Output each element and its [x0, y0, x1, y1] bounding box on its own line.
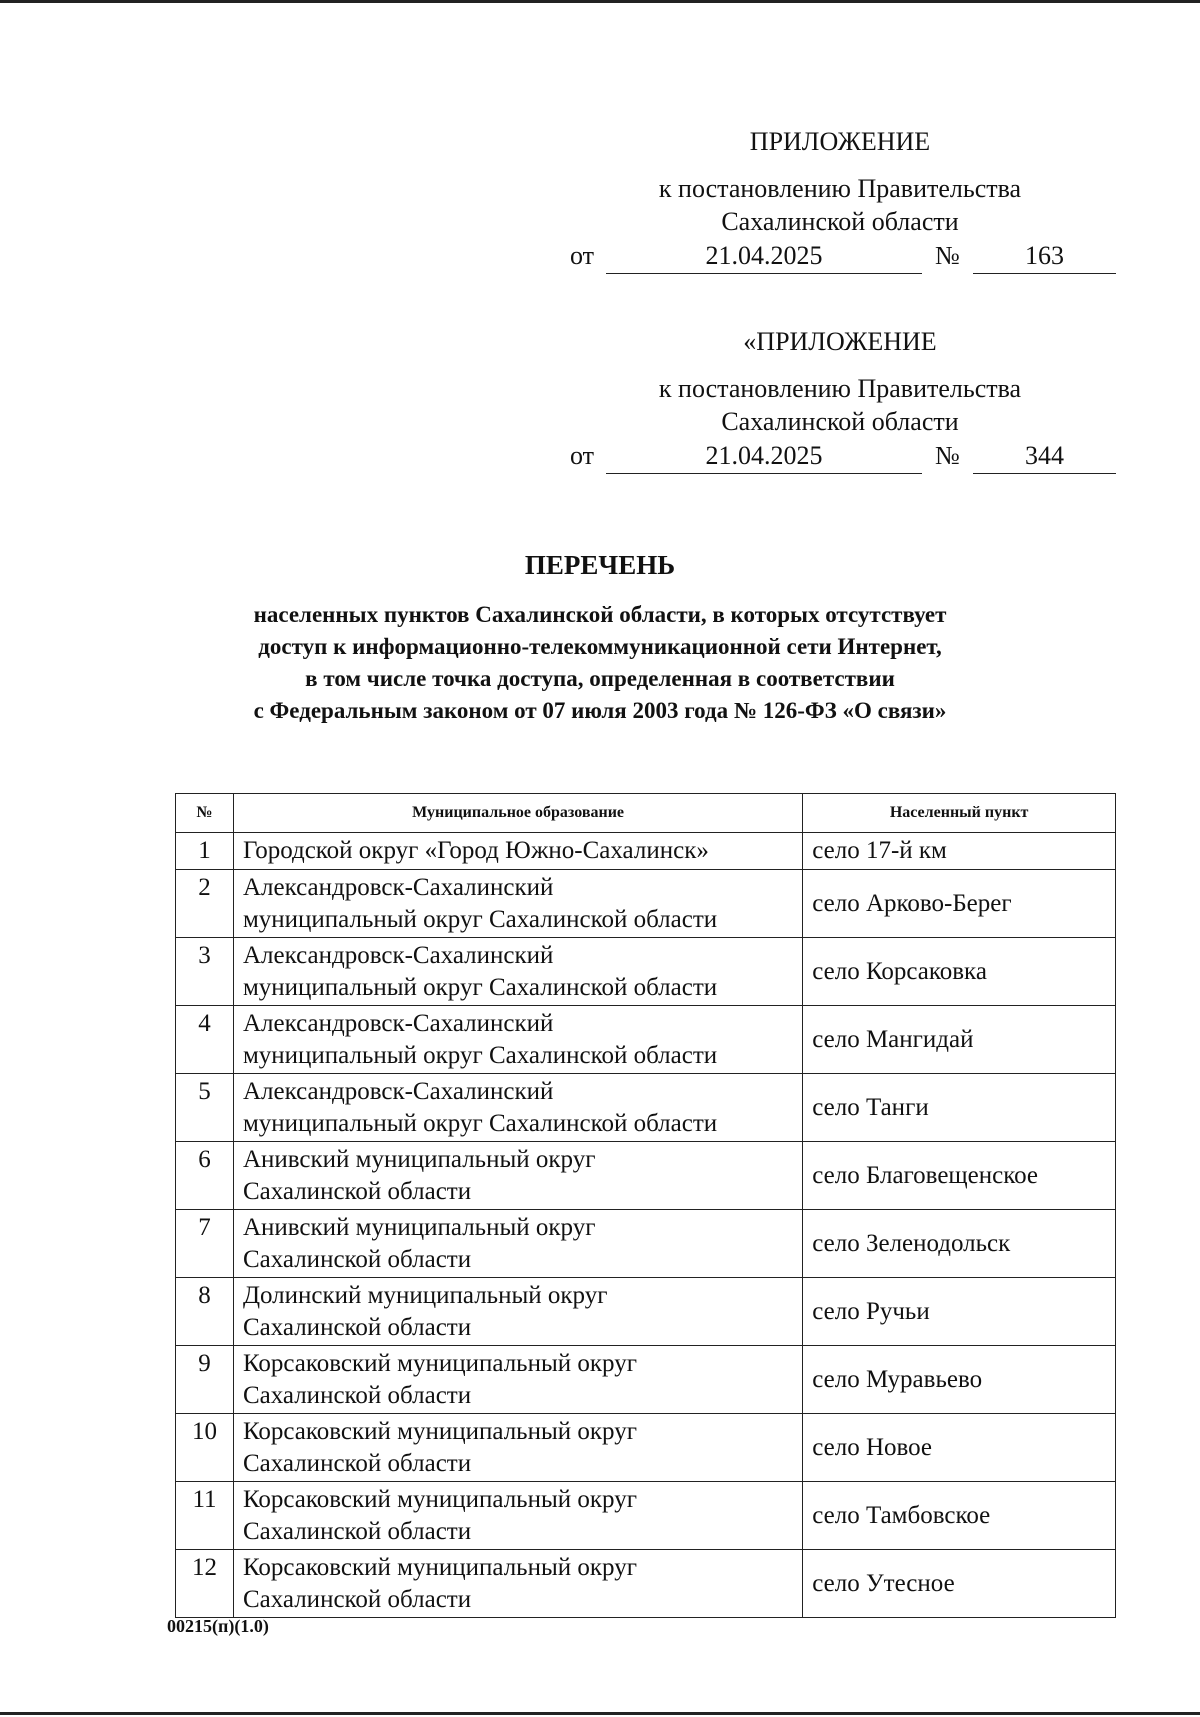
heading-line-1: населенных пунктов Сахалинской области, в которых отсутствует	[253, 602, 947, 627]
municipality-line: Александровск-Сахалинский	[242, 1077, 554, 1105]
scan-bottom-border	[0, 1712, 1200, 1715]
row-number: 10	[176, 1414, 234, 1482]
appendix-block-2	[560, 325, 1120, 438]
appendix-line-2: Сахалинской области	[721, 207, 959, 236]
heading-title: ПЕРЕЧЕНЬ	[524, 550, 676, 580]
row-number: 12	[176, 1550, 234, 1618]
header-settlement: Населенный пункт	[803, 794, 1116, 833]
appendix-block-1	[560, 125, 1120, 238]
municipality-cell	[233, 1278, 802, 1346]
settlement-cell: село Утесное	[803, 1550, 1116, 1618]
appendix-line-1: к постановлению Правительства	[658, 174, 1022, 203]
municipality-line: Долинский муниципальный округ	[242, 1281, 608, 1309]
municipality-line: Сахалинской области	[242, 1381, 472, 1409]
municipality-cell	[233, 833, 802, 870]
row-number: 1	[176, 833, 234, 870]
table-row	[176, 938, 1116, 1006]
table-row	[176, 1006, 1116, 1074]
form-code: 00215(п)(1.0)	[167, 1616, 269, 1636]
municipality-line: муниципальный округ Сахалинской области	[242, 1109, 718, 1137]
header-municipality: Муниципальное образование	[233, 794, 802, 833]
heading-line-3: в том числе точка доступа, определенная в соответствии	[305, 666, 895, 691]
municipality-line: Сахалинской области	[242, 1585, 472, 1613]
header-number: №	[176, 794, 234, 833]
municipality-cell	[233, 1142, 802, 1210]
table-row	[176, 1142, 1116, 1210]
table-row	[176, 1346, 1116, 1414]
settlements-table	[175, 793, 1116, 1618]
table-row	[176, 1482, 1116, 1550]
municipality-line: Корсаковский муниципальный округ	[242, 1553, 637, 1581]
appendix-title: ПРИЛОЖЕНИЕ	[749, 127, 931, 156]
appendix-line-1: к постановлению Правительства	[658, 374, 1022, 403]
municipality-line: Александровск-Сахалинский	[242, 1009, 554, 1037]
municipality-cell	[233, 1482, 802, 1550]
table-row	[176, 833, 1116, 870]
decree-date: 21.04.2025	[606, 441, 922, 474]
municipality-cell	[233, 1550, 802, 1618]
municipality-cell	[233, 938, 802, 1006]
table-row	[176, 1550, 1116, 1618]
municipality-line: Корсаковский муниципальный округ	[242, 1349, 637, 1377]
heading-line-2: доступ к информационно-телекоммуникационной сети Интернет,	[258, 634, 942, 659]
municipality-cell	[233, 1414, 802, 1482]
table-body	[176, 833, 1116, 1618]
municipality-line: Александровск-Сахалинский	[242, 941, 554, 969]
municipality-line: Анивский муниципальный округ	[242, 1145, 596, 1173]
from-label: от	[570, 441, 595, 470]
table-row	[176, 1278, 1116, 1346]
municipality-line: муниципальный округ Сахалинской области	[242, 905, 718, 933]
decree-number: 344	[973, 441, 1116, 474]
decree-date: 21.04.2025	[606, 241, 922, 274]
municipality-line: Сахалинской области	[242, 1449, 472, 1477]
row-number: 9	[176, 1346, 234, 1414]
row-number: 7	[176, 1210, 234, 1278]
settlement-cell: село Арково-Берег	[803, 870, 1116, 938]
appendix-date-row-2	[570, 441, 1116, 475]
municipality-line: Александровск-Сахалинский	[242, 873, 554, 901]
municipality-line: Сахалинской области	[242, 1517, 472, 1545]
document-heading	[150, 550, 1050, 727]
number-label: №	[935, 441, 960, 470]
appendix-date-row-1	[570, 241, 1116, 275]
municipality-cell	[233, 1210, 802, 1278]
municipality-line: Корсаковский муниципальный округ	[242, 1485, 637, 1513]
settlement-cell: село Мангидай	[803, 1006, 1116, 1074]
settlement-cell: село Благовещенское	[803, 1142, 1116, 1210]
settlement-cell: село Тамбовское	[803, 1482, 1116, 1550]
municipality-cell	[233, 870, 802, 938]
settlement-cell: село Муравьево	[803, 1346, 1116, 1414]
decree-number: 163	[973, 241, 1116, 274]
row-number: 3	[176, 938, 234, 1006]
settlement-cell: село Ручьи	[803, 1278, 1116, 1346]
table-row	[176, 1074, 1116, 1142]
municipality-line: Сахалинской области	[242, 1245, 472, 1273]
row-number: 2	[176, 870, 234, 938]
row-number: 4	[176, 1006, 234, 1074]
municipality-line: Городской округ «Город Южно-Сахалинск»	[242, 837, 709, 864]
municipality-line: Корсаковский муниципальный округ	[242, 1417, 637, 1445]
municipality-line: Анивский муниципальный округ	[242, 1213, 596, 1241]
scan-top-border	[0, 0, 1200, 3]
table-row	[176, 870, 1116, 938]
settlement-cell: село Новое	[803, 1414, 1116, 1482]
from-label: от	[570, 241, 595, 270]
municipality-line: муниципальный округ Сахалинской области	[242, 1041, 718, 1069]
table-row	[176, 1414, 1116, 1482]
municipality-cell	[233, 1074, 802, 1142]
municipality-cell	[233, 1006, 802, 1074]
table-header-row	[176, 794, 1116, 833]
appendix-title: «ПРИЛОЖЕНИЕ	[743, 327, 937, 356]
settlement-cell: село Корсаковка	[803, 938, 1116, 1006]
municipality-line: Сахалинской области	[242, 1177, 472, 1205]
settlement-cell: село 17-й км	[803, 833, 1116, 870]
row-number: 6	[176, 1142, 234, 1210]
municipality-line: Сахалинской области	[242, 1313, 472, 1341]
row-number: 8	[176, 1278, 234, 1346]
municipality-cell	[233, 1346, 802, 1414]
appendix-line-2: Сахалинской области	[721, 407, 959, 436]
heading-line-4: с Федеральным законом от 07 июля 2003 года № 126-ФЗ «О связи»	[253, 698, 947, 723]
number-label: №	[935, 241, 960, 270]
settlement-cell: село Танги	[803, 1074, 1116, 1142]
row-number: 11	[176, 1482, 234, 1550]
settlement-cell: село Зеленодольск	[803, 1210, 1116, 1278]
row-number: 5	[176, 1074, 234, 1142]
table-row	[176, 1210, 1116, 1278]
municipality-line: муниципальный округ Сахалинской области	[242, 973, 718, 1001]
